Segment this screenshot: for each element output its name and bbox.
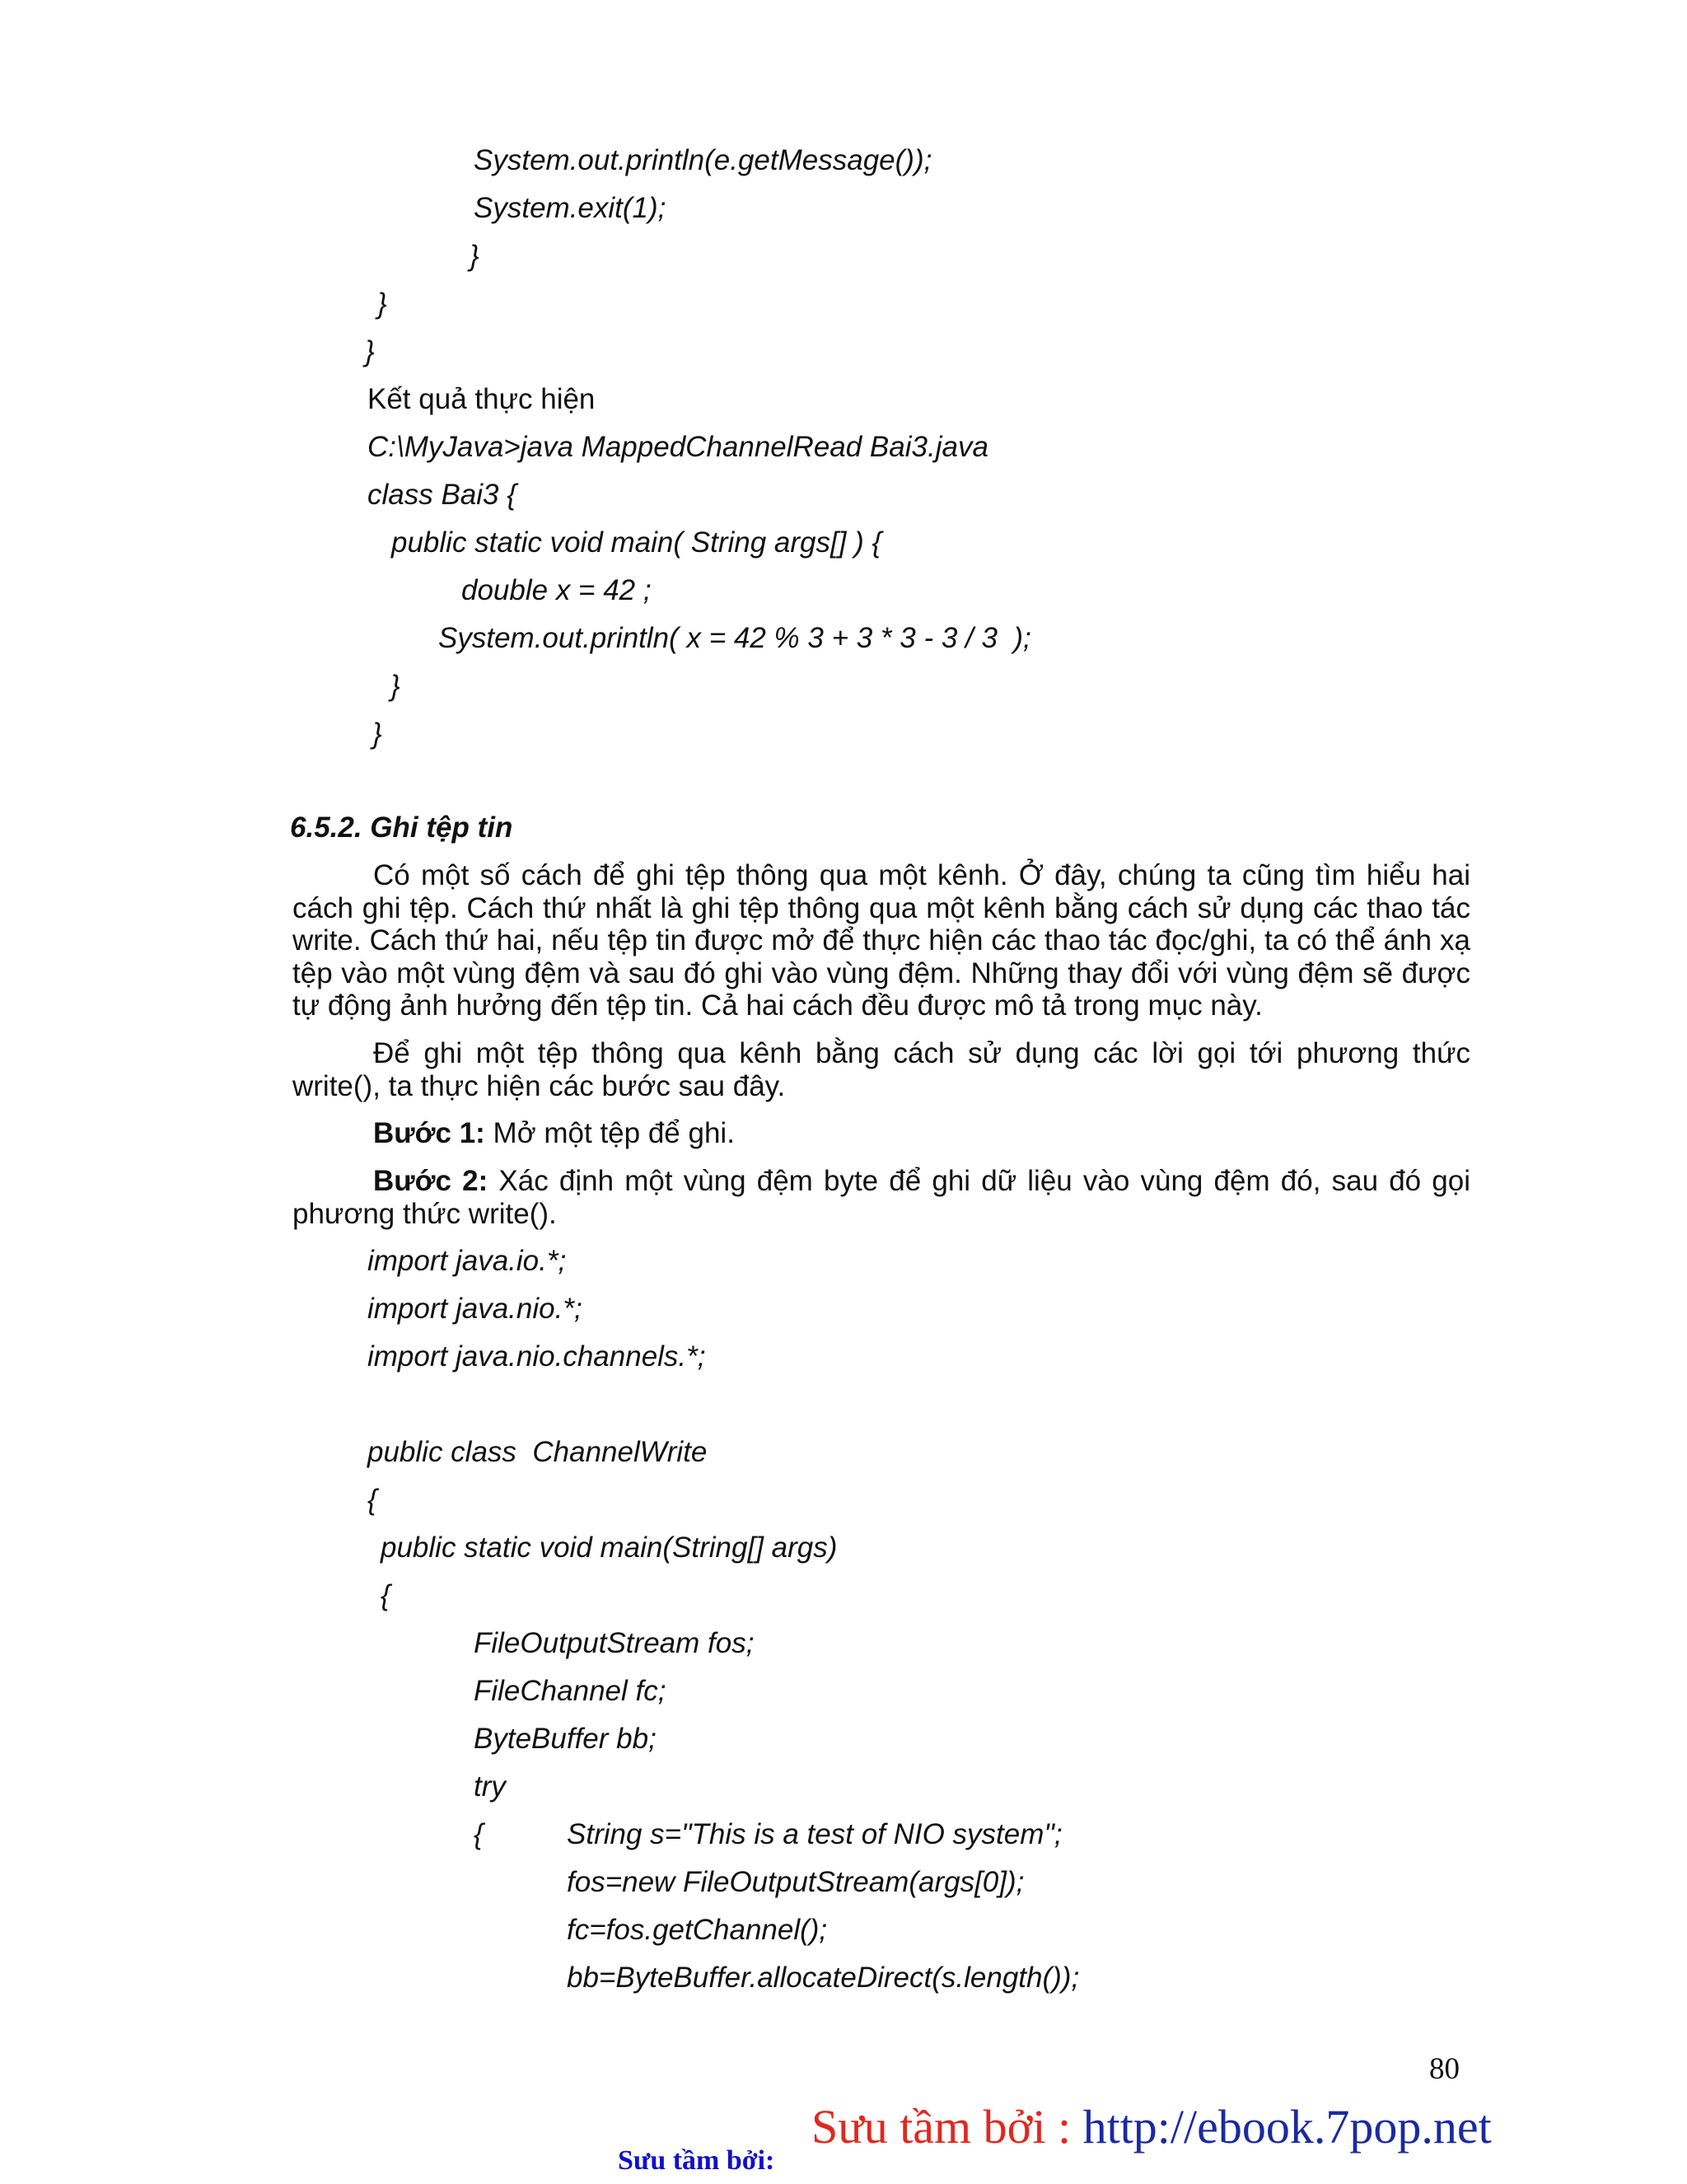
code-line: public class ChannelWrite [367, 1436, 708, 1468]
code-line: System.exit(1); [474, 192, 666, 224]
code-line: { [474, 1818, 484, 1850]
step-2 [292, 1165, 1470, 1230]
code-line: try [474, 1770, 506, 1803]
watermark-credit [811, 2099, 1492, 2154]
code-line: import java.nio.*; [367, 1293, 582, 1325]
paragraph [292, 859, 1470, 1022]
code-line: fos=new FileOutputStream(args[0]); [567, 1866, 1025, 1898]
code-line: fc=fos.getChannel(); [567, 1914, 828, 1946]
step-text: Mở một tệp để ghi. [484, 1117, 735, 1149]
code-line: public static void main( String args[] ) { [391, 526, 882, 559]
code-line: C:\MyJava>java MappedChannelRead Bai3.java [367, 431, 988, 463]
code-line: import java.nio.channels.*; [367, 1340, 706, 1373]
code-line: double x = 42 ; [461, 574, 652, 606]
step-label: Bước 1: [373, 1117, 485, 1149]
section-heading: 6.5.2. Ghi tệp tin [290, 811, 513, 844]
code-line: } [365, 335, 375, 367]
code-line: System.out.println( x = 42 % 3 + 3 * 3 - 3 / 3 ); [438, 622, 1031, 654]
step-label: Bước 2: [373, 1165, 488, 1197]
step-1 [292, 1117, 1470, 1150]
page-number: 80 [1429, 2052, 1460, 2086]
credit-label: Sưu tầm bởi: [618, 2145, 775, 2176]
code-line: { [367, 1484, 377, 1516]
code-line: class Bai3 { [367, 479, 516, 511]
code-line: import java.io.*; [367, 1245, 567, 1277]
credit-url: http://ebook.7pop.net [1082, 2100, 1492, 2154]
code-line: System.out.println(e.getMessage()); [474, 144, 932, 176]
code-line: bb=ByteBuffer.allocateDirect(s.length()); [567, 1962, 1080, 1994]
code-line: } [372, 718, 382, 750]
code-line: String s="This is a test of NIO system"; [567, 1818, 1063, 1850]
credit-prefix: Sưu tầm bởi : [811, 2100, 1083, 2154]
paragraph [292, 1037, 1470, 1102]
code-line: } [390, 670, 400, 702]
paragraph-text: Để ghi một tệp thông qua kênh bằng cách sử dụng các lời gọi tới phương thức write(), ta thực hiện các bước sau đây. [292, 1037, 1470, 1102]
code-line: public static void main(String[] args) [381, 1532, 838, 1564]
paragraph-text: Có một số cách để ghi tệp thông qua một kênh. Ở đây, chúng ta cũng tìm hiểu hai cách ghi tệp. Cách thứ nhất là ghi tệp thông qua một kênh bằng cách sử dụng các thao tác write. Cách thứ hai, nếu tệp tin được mở để thực hiện các thao tác đọc/ghi, ta có thể ánh xạ tệp vào một vùng đệm và sau đó ghi vào vùng đệm. Những thay đổi với vùng đệm sẽ được tự động ảnh hưởng đến tệp tin. Cả hai cách đều được mô tả trong mục này. [292, 859, 1470, 1022]
code-line: ByteBuffer bb; [474, 1723, 657, 1755]
step-text: Xác định một vùng đệm byte để ghi dữ liệu vào vùng đệm đó, sau đó gọi phương thức write(). [292, 1165, 1470, 1230]
code-line: FileOutputStream fos; [474, 1627, 755, 1659]
code-line: } [470, 240, 479, 272]
code-line: { [381, 1579, 390, 1611]
code-line: } [377, 288, 387, 320]
code-line: FileChannel fc; [474, 1675, 666, 1707]
result-label: Kết quả thực hiện [367, 383, 596, 415]
